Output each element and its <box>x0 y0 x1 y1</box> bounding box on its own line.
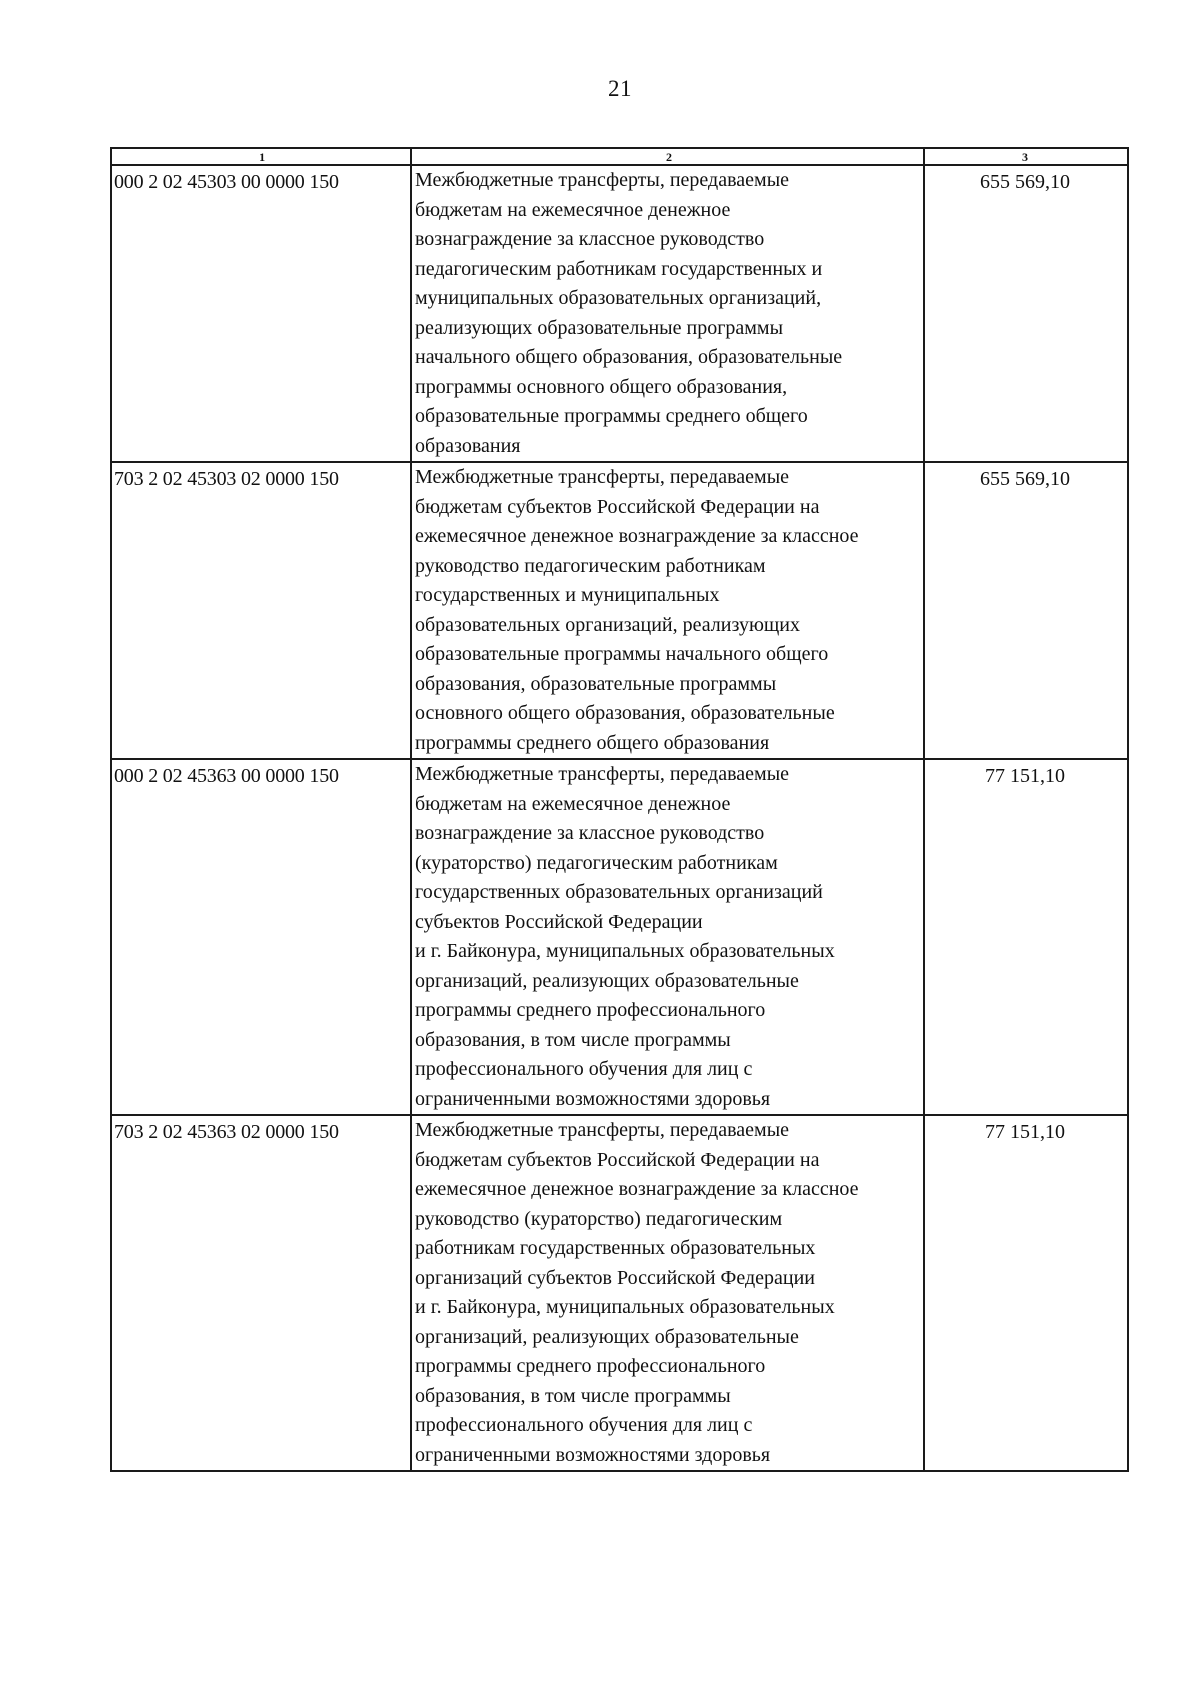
column-header-amount: 3 <box>924 148 1128 165</box>
description-line: ограниченными возможностями здоровья <box>415 1443 771 1466</box>
table-row <box>111 759 1128 1115</box>
description-line: педагогическим работникам государственных и <box>415 257 823 280</box>
budget-code-cell: 000 2 02 45363 00 0000 150 <box>111 759 411 1115</box>
description-line: образовательных организаций, реализующих <box>415 613 800 636</box>
budget-code-cell: 703 2 02 45363 02 0000 150 <box>111 1115 411 1471</box>
description-line: программы среднего профессионального <box>415 1355 766 1377</box>
description-line: начального общего образования, образовательные <box>415 346 843 368</box>
amount-cell: 655 569,10 <box>924 165 1128 462</box>
table-row <box>111 462 1128 759</box>
page-number: 21 <box>608 76 632 101</box>
description-line: Межбюджетные трансферты, передаваемые <box>415 466 790 488</box>
description-line: вознаграждение за классное руководство <box>415 822 765 844</box>
description-line: бюджетам субъектов Российской Федерации на <box>415 495 820 518</box>
description-line: бюджетам на ежемесячное денежное <box>415 198 731 221</box>
description-line: профессионального обучения для лиц с <box>415 1058 753 1080</box>
budget-table <box>110 147 1129 1472</box>
description-line: вознаграждение за классное руководство <box>415 228 765 250</box>
description-line: и г. Байконура, муниципальных образовательных <box>415 940 835 962</box>
description-line: организаций, реализующих образовательные <box>415 969 799 992</box>
description-line: образования, в том числе программы <box>415 1384 731 1407</box>
description-line: ограниченными возможностями здоровья <box>415 1087 771 1110</box>
description-line: образовательные программы среднего общего <box>415 405 808 427</box>
description-line: организаций субъектов Российской Федерации <box>415 1266 816 1289</box>
description-line: профессионального обучения для лиц с <box>415 1414 753 1436</box>
column-header-name: 2 <box>411 148 924 165</box>
description-line: муниципальных образовательных организаций, <box>415 287 822 309</box>
description-line: Межбюджетные трансферты, передаваемые <box>415 1119 790 1141</box>
description-line: (кураторство) педагогическим работникам <box>415 851 778 874</box>
description-line: Межбюджетные трансферты, передаваемые <box>415 169 790 191</box>
description-line: Межбюджетные трансферты, передаваемые <box>415 763 790 785</box>
budget-code-cell: 000 2 02 45303 00 0000 150 <box>111 165 411 462</box>
description-line: ежемесячное денежное вознаграждение за классное <box>415 1178 859 1200</box>
description-line: образования <box>415 434 521 457</box>
description-line: бюджетам на ежемесячное денежное <box>415 792 731 815</box>
table-row <box>111 165 1128 462</box>
description-cell <box>411 462 924 759</box>
description-line: государственных и муниципальных <box>415 584 720 606</box>
budget-code-cell: 703 2 02 45303 02 0000 150 <box>111 462 411 759</box>
table-header-row <box>111 148 1128 165</box>
description-line: основного общего образования, образовательные <box>415 702 835 724</box>
amount-cell: 655 569,10 <box>924 462 1128 759</box>
description-line: руководство педагогическим работникам <box>415 554 766 577</box>
description-line: образования, в том числе программы <box>415 1028 731 1051</box>
description-cell <box>411 1115 924 1471</box>
description-line: образовательные программы начального общего <box>415 643 829 665</box>
description-line: организаций, реализующих образовательные <box>415 1325 799 1348</box>
description-line: субъектов Российской Федерации <box>415 910 703 933</box>
amount-cell: 77 151,10 <box>924 759 1128 1115</box>
description-line: реализующих образовательные программы <box>415 316 784 339</box>
description-line: государственных образовательных организаций <box>415 881 823 903</box>
table-body <box>111 165 1128 1471</box>
description-line: программы среднего профессионального <box>415 999 766 1021</box>
description-line: бюджетам субъектов Российской Федерации на <box>415 1148 820 1171</box>
amount-cell: 77 151,10 <box>924 1115 1128 1471</box>
description-line: программы основного общего образования, <box>415 375 788 398</box>
description-line: руководство (кураторство) педагогическим <box>415 1207 783 1230</box>
description-cell <box>411 165 924 462</box>
description-line: программы среднего общего образования <box>415 731 770 754</box>
description-line: и г. Байконура, муниципальных образовательных <box>415 1296 835 1318</box>
description-cell <box>411 759 924 1115</box>
description-line: образования, образовательные программы <box>415 672 777 695</box>
description-line: ежемесячное денежное вознаграждение за классное <box>415 525 859 547</box>
column-header-code: 1 <box>111 148 411 165</box>
table-row <box>111 1115 1128 1471</box>
description-line: работникам государственных образовательных <box>415 1237 816 1259</box>
